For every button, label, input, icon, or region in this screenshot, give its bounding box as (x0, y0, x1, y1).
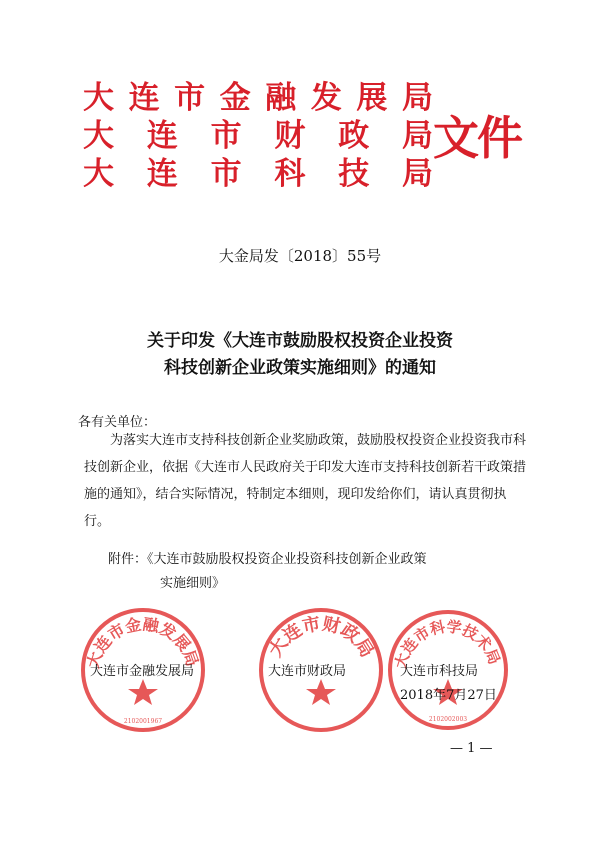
seal-code: 2102001967 (123, 718, 163, 725)
seal-arc-text: 大连市财政局 (264, 613, 378, 662)
header-char: 融 (265, 80, 297, 116)
seal-arc-text: 大连市科学技术局 (391, 617, 504, 671)
header-char: 展 (356, 80, 388, 116)
header-char: 技 (338, 156, 370, 192)
header-char: 发 (310, 80, 342, 116)
header-char: 市 (210, 156, 242, 192)
header-char: 科 (274, 156, 306, 192)
star-icon (306, 679, 336, 705)
issuer-line-finance (83, 80, 433, 116)
header-char: 连 (128, 80, 160, 116)
header-char: 局 (401, 118, 433, 154)
attachment-line-1: 附件：《大连市鼓励股权投资企业投资科技创新企业政策 (108, 552, 427, 567)
document-number: 大金局发〔2018〕55号 (218, 247, 382, 265)
issuer-line-treasury (83, 118, 433, 154)
header-char: 大 (83, 118, 114, 154)
signer-science-bureau: 大连市科技局 (400, 664, 479, 679)
title-line-1: 关于印发《大连市鼓励股权投资企业投资 (147, 331, 453, 351)
header-char: 市 (210, 118, 242, 154)
svg-text:大连市财政局 (264, 612, 377, 661)
salutation: 各有关单位： (78, 415, 157, 430)
header-char: 财 (274, 118, 306, 154)
title-line-2: 科技创新企业政策实施细则》的通知 (164, 358, 436, 378)
header-char: 连 (146, 156, 178, 192)
star-icon (128, 679, 158, 705)
issuer-line-tech (83, 156, 433, 192)
header-char: 金 (219, 80, 251, 116)
body-paragraph: 为落实大连市支持科技创新企业奖励政策，鼓励股权投资企业投资我市科技创新企业，依据《大连市人民政府关于印发大连市支持科技创新若干政策措施的通知》，结合实际情况，特制定本细则，现印发给你们，请认真贯彻执行。 (84, 433, 527, 529)
header-char: 连 (146, 118, 178, 154)
document-suffix: 文件 (433, 111, 521, 165)
issue-date: 2018年7月27日 (400, 688, 497, 703)
header-char: 政 (338, 118, 370, 154)
header-char: 大 (83, 156, 114, 192)
page-number: — 1 — (450, 741, 493, 756)
seal-code: 2102002003 (428, 716, 468, 723)
issuer-header (83, 80, 523, 195)
header-char: 大 (83, 80, 114, 116)
signer-finance-department: 大连市财政局 (268, 664, 347, 679)
header-char: 局 (401, 80, 433, 116)
signer-finance-bureau: 大连市金融发展局 (90, 664, 195, 679)
seal-arc-text: 大连市金融发展局 (83, 614, 203, 671)
header-char: 市 (174, 80, 206, 116)
header-char: 局 (401, 156, 433, 192)
attachment-line-2: 实施细则》 (160, 576, 226, 591)
